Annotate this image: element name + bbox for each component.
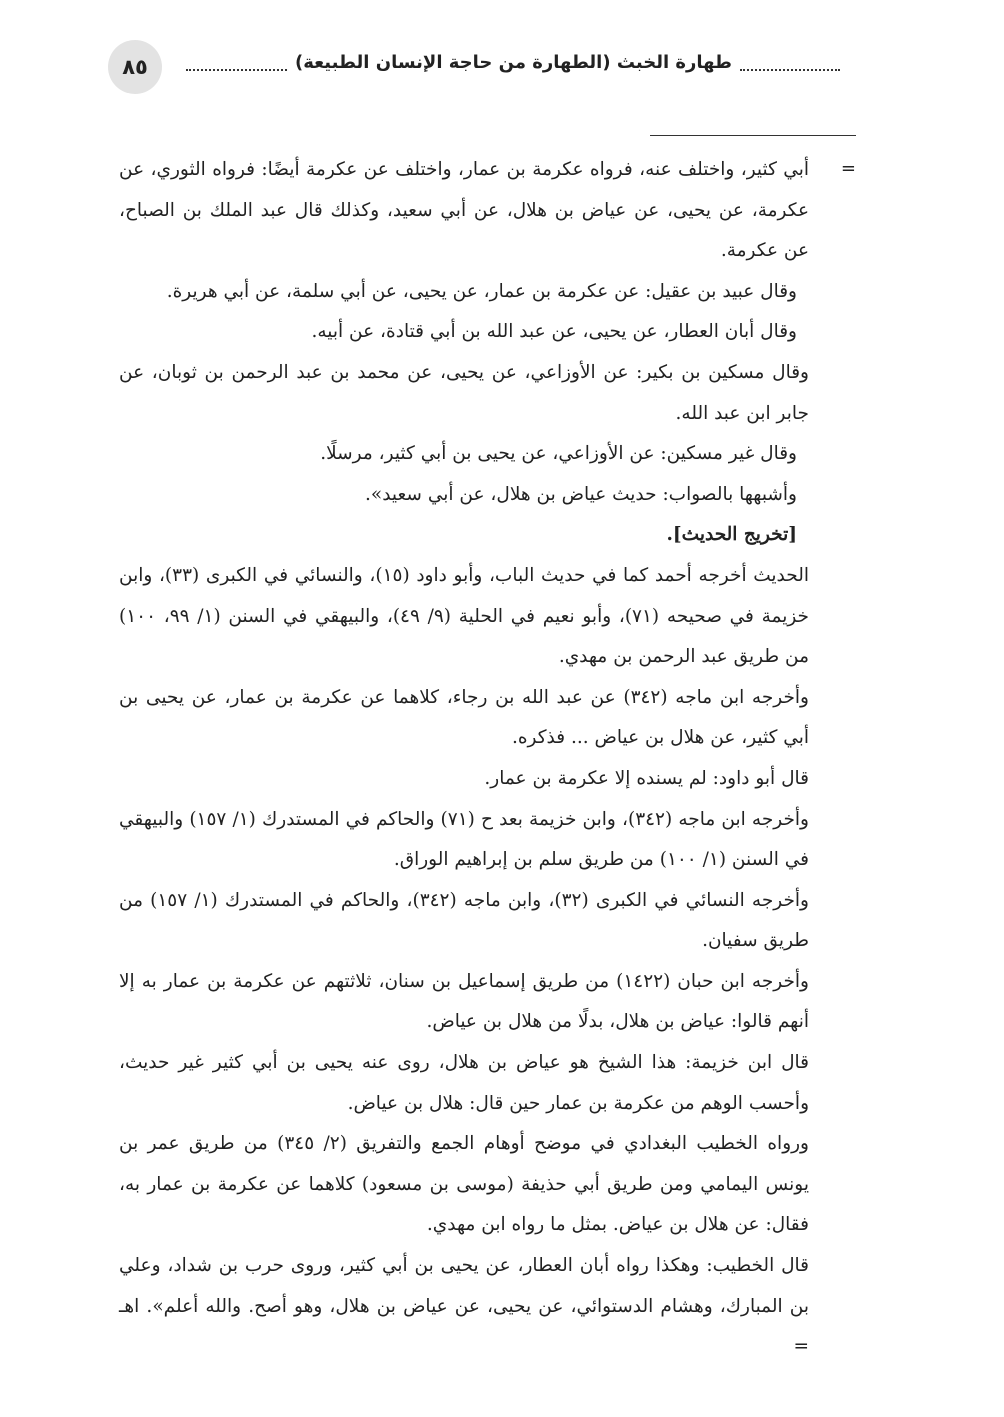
section-heading: [تخريج الحديث]. <box>666 524 797 546</box>
paragraph: وقال غير مسكين: عن الأوزاعي، عن يحيى بن أبي كثير، مرسلًا. <box>320 443 797 465</box>
paragraph: قال أبو داود: لم يسنده إلا عكرمة بن عمار. <box>484 767 809 789</box>
paragraph: ورواه الخطيب البغدادي في موضح أوهام الجمع والتفريق (٢/ ٣٤٥) من طريق عمر بن يونس اليمامي ومن طريق أبي حذيفة (موسى بن مسعود) كلاهما عن عكرمة بن عمار به، فقال: عن هلال بن عياض. بمثل ما رواه ابن مهدي. <box>119 1133 809 1236</box>
chapter-title: طهارة الخبث (الطهارة من حاجة الإنسان الطبيعة) <box>294 52 732 73</box>
paragraph: وأشبهها بالصواب: حديث عياض بن هلال، عن أبي سعيد». <box>365 483 797 505</box>
running-title <box>178 52 848 73</box>
paragraph: وقال أبان العطار، عن يحيى، عن عبد الله بن أبي قتادة، عن أبيه. <box>311 321 797 343</box>
continuation-mark: = <box>840 158 856 179</box>
page-number-badge: ٨٥ <box>108 40 162 94</box>
paragraph: وقال عبيد بن عقيل: عن عكرمة بن عمار، عن يحيى، عن أبي سلمة، عن أبي هريرة. <box>166 280 797 302</box>
paragraph: الحديث أخرجه أحمد كما في حديث الباب، وأبو داود (١٥)، والنسائي في الكبرى (٣٣)، وابن خزيمة في صحيحه (٧١)، وأبو نعيم في الحلية (٩/ ٤٩)، والبيهقي في السنن (١/ ٩٩، ١٠٠) من طريق عبد الرحمن بن مهدي. <box>119 564 809 668</box>
footnote-separator <box>650 135 856 136</box>
paragraph: وأخرجه ابن حبان (١٤٢٢) من طريق إسماعيل بن سنان، ثلاثتهم عن عكرمة بن عمار به إلا أنهم قالوا: عياض بن هلال، بدلًا من هلال بن عياض. <box>119 970 809 1033</box>
paragraph: وأخرجه النسائي في الكبرى (٣٢)، وابن ماجه (٣٤٢)، والحاكم في المستدرك (١/ ١٥٧) من طريق سفيان. <box>119 889 809 952</box>
paragraph: أبي كثير، واختلف عنه، فرواه عكرمة بن عمار، واختلف عن عكرمة أيضًا: فرواه الثوري، عن عكرمة، عن يحيى، عن عياض بن هلال، عن أبي سعيد، وكذلك قال عبد الملك بن الصباح، عن عكرمة. <box>119 159 809 262</box>
paragraph: وأخرجه ابن ماجه (٣٤٢) عن عبد الله بن رجاء، كلاهما عن عكرمة بن عمار، عن يحيى بن أبي كثير، عن هلال بن عياض ... فذكره. <box>119 686 809 749</box>
title-dots-right <box>740 55 840 71</box>
paragraph: وقال مسكين بن بكير: عن الأوزاعي، عن يحيى، عن محمد بن عبد الرحمن بن ثوبان، عن جابر ابن عبد الله. <box>119 361 809 424</box>
page-header <box>108 40 848 100</box>
paragraph: قال الخطيب: وهكذا رواه أبان العطار، عن يحيى بن أبي كثير، وروى حرب بن شداد، وعلي بن المبارك، وهشام الدستوائي، عن يحيى، عن عياض بن هلال، وهو أصح. والله أعلم». اهـ = <box>119 1255 809 1358</box>
title-dots-left <box>186 55 287 71</box>
paragraph: وأخرجه ابن ماجه (٣٤٢)، وابن خزيمة بعد ح (٧١) والحاكم في المستدرك (١/ ١٥٧) والبيهقي في السنن (١/ ١٠٠) من طريق سلم بن إبراهيم الوراق. <box>119 808 809 871</box>
paragraph: قال ابن خزيمة: هذا الشيخ هو عياض بن هلال، روى عنه يحيى بن أبي كثير غير حديث، وأحسب الوهم من عكرمة بن عمار حين قال: هلال بن عياض. <box>119 1052 809 1114</box>
footnote-body <box>119 150 809 1368</box>
